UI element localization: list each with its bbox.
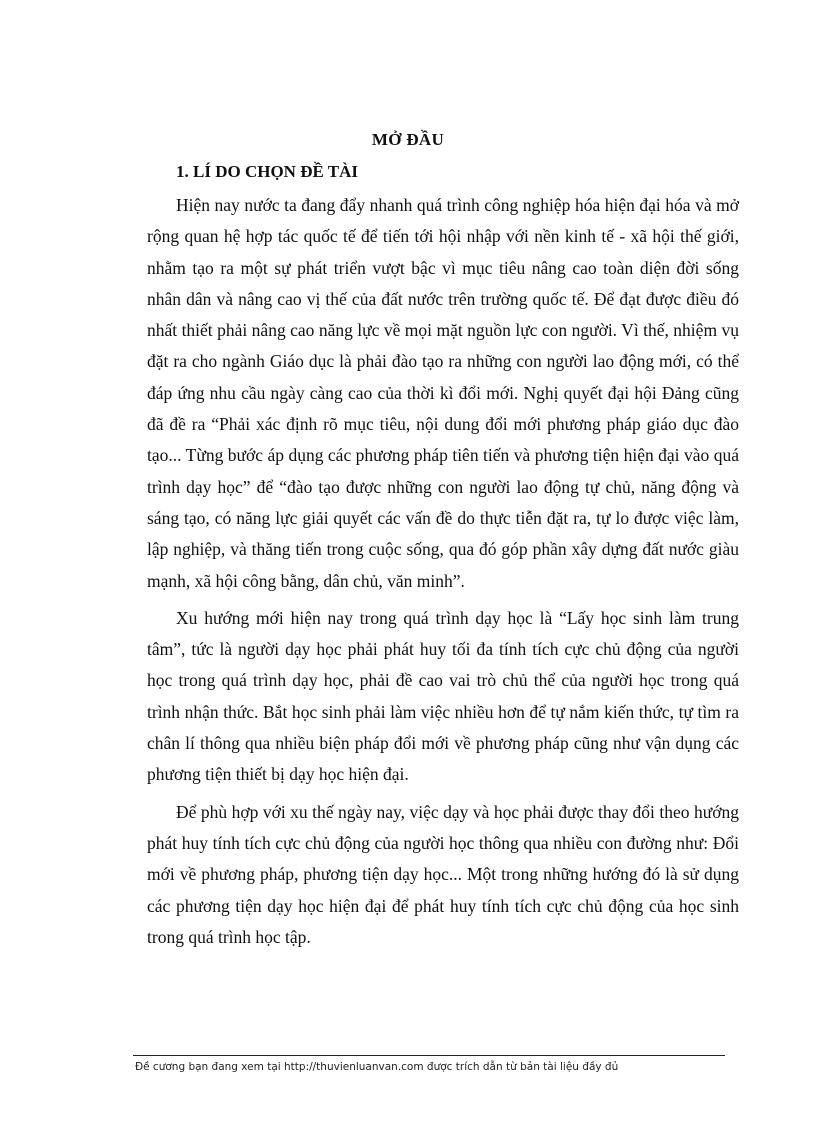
page-title: MỞ ĐẦU — [371, 130, 445, 149]
footer-divider — [133, 1055, 725, 1056]
footer-note: Đề cương bạn đang xem tại http://thuvienluanvan.com được trích dẫn từ bản tài liệu đầy đủ — [135, 1061, 619, 1073]
section-heading: 1. LÍ DO CHỌN ĐỀ TÀI — [176, 162, 358, 181]
document-body — [147, 190, 739, 959]
paragraph: Để phù hợp với xu thế ngày nay, việc dạy và học phải được thay đổi theo hướng phát huy tính tích cực chủ động của người học thông qua nhiều con đường như: Đổi mới về phương pháp, phương tiện dạy học... Một trong những hướng đó là sử dụng các phương tiện dạy học hiện đại để phát huy tính tích cực chủ động của học sinh trong quá trình học tập. — [147, 801, 739, 947]
paragraph: Xu hướng mới hiện nay trong quá trình dạy học là “Lấy học sinh làm trung tâm”, tức là người dạy học phải phát huy tối đa tính tích cực chủ động của người học trong quá trình dạy học, phải đề cao vai trò chủ thể của người học trong quá trình nhận thức. Bắt học sinh phải làm việc nhiều hơn để tự nắm kiến thức, tự tìm ra chân lí thông qua nhiều biện pháp đổi mới về phương pháp cũng như vận dụng các phương tiện thiết bị dạy học hiện đại. — [147, 607, 739, 785]
paragraph: Hiện nay nước ta đang đẩy nhanh quá trình công nghiệp hóa hiện đại hóa và mở rộng quan hệ hợp tác quốc tế để tiến tới hội nhập với nền kinh tế - xã hội thế giới, nhằm tạo ra một sự phát triển vượt bậc vì mục tiêu nâng cao toàn diện đời sống nhân dân và nâng cao vị thế của đất nước trên trường quốc tế. Để đạt được điều đó nhất thiết phải nâng cao năng lực về mọi mặt nguồn lực con người. Vì thế, nhiệm vụ đặt ra cho ngành Giáo dục là phải đào tạo ra những con người lao động mới, có thể đáp ứng nhu cầu ngày càng cao của thời kì đổi mới. Nghị quyết đại hội Đảng cũng đã đề ra “Phải xác định rõ mục tiêu, nội dung đổi mới phương pháp giáo dục đào tạo... Từng bước áp dụng các phương pháp tiên tiến và phương tiện hiện đại vào quá trình dạy học” để “đào tạo được những con người lao động tự chủ, năng động và sáng tạo, có năng lực giải quyết các vấn đề do thực tiễn đặt ra, tự lo được việc làm, lập nghiệp, và thăng tiến trong cuộc sống, qua đó góp phần xây dựng đất nước giàu mạnh, xã hội công bằng, dân chủ, văn minh”. — [147, 195, 739, 591]
